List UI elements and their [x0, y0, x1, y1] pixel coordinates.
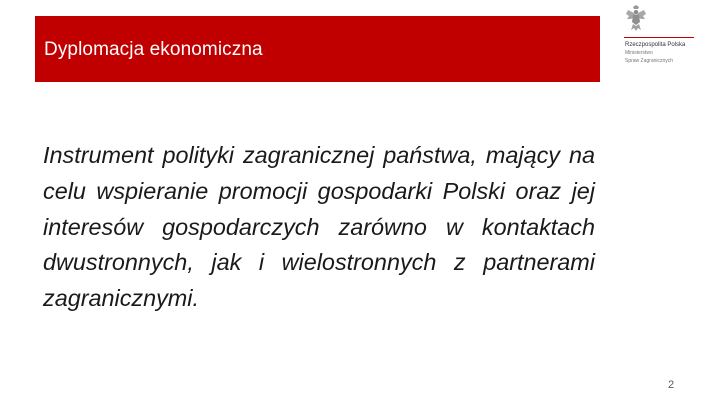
logo-divider: [624, 37, 694, 38]
slide-body-text: Instrument polityki zagranicznej państwa, mający na celu wspieranie promocji gospodarki Polski oraz jej interesów gospodarczych zarówno w kontaktach dwustronnych, jak i wielostronnych z partnerami zagranicznymi.: [43, 142, 595, 312]
page-number: 2: [668, 379, 675, 391]
logo-ministry-line: Ministerstwo: [625, 50, 653, 56]
polish-eagle-icon: [625, 5, 647, 32]
logo-ministry-name: Spraw Zagranicznych: [625, 58, 674, 64]
slide-title: Dyplomacja ekonomiczna: [44, 39, 263, 60]
ministry-logo: [618, 5, 694, 69]
logo-country-name: Rzeczpospolita Polska: [625, 42, 686, 48]
title-bar: [35, 16, 600, 82]
